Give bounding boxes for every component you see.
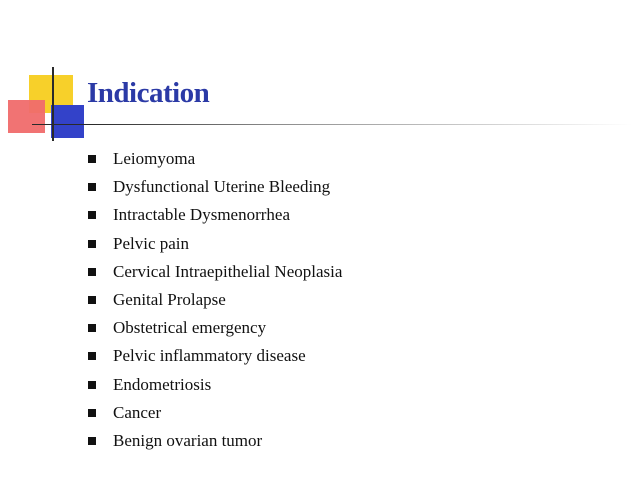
list-item <box>88 230 342 258</box>
square-bullet-icon <box>88 155 96 163</box>
list-item <box>88 427 342 455</box>
red-square-decoration <box>8 100 45 133</box>
square-bullet-icon <box>88 437 96 445</box>
list-item <box>88 286 342 314</box>
list-item-text: Genital Prolapse <box>113 290 226 310</box>
slide-title: Indication <box>87 77 210 109</box>
list-item-text: Intractable Dysmenorrhea <box>113 205 290 225</box>
list-item <box>88 399 342 427</box>
list-item-text: Leiomyoma <box>113 149 196 169</box>
square-bullet-icon <box>88 268 96 276</box>
list-item <box>88 314 342 342</box>
list-item <box>88 173 342 201</box>
list-item <box>88 145 342 173</box>
list-item-text: Dysfunctional Uterine Bleeding <box>113 177 331 197</box>
list-item <box>88 201 342 229</box>
list-item-text: Cancer <box>113 402 162 422</box>
square-bullet-icon <box>88 240 96 248</box>
list-item-text: Obstetrical emergency <box>113 318 267 338</box>
square-bullet-icon <box>88 183 96 191</box>
bullet-list <box>88 145 342 455</box>
list-item-text: Cervical Intraepithelial Neoplasia <box>113 261 343 281</box>
list-item <box>88 258 342 286</box>
square-bullet-icon <box>88 381 96 389</box>
square-bullet-icon <box>88 296 96 304</box>
list-item-text: Pelvic inflammatory disease <box>113 346 306 366</box>
square-bullet-icon <box>88 324 96 332</box>
decorative-logo <box>0 0 90 150</box>
blue-square-decoration <box>51 105 84 138</box>
square-bullet-icon <box>88 409 96 417</box>
list-item-text: Benign ovarian tumor <box>113 430 263 450</box>
list-item-text: Pelvic pain <box>113 233 190 253</box>
title-underline-rule <box>32 124 632 125</box>
square-bullet-icon <box>88 352 96 360</box>
list-item-text: Endometriosis <box>113 374 212 394</box>
square-bullet-icon <box>88 211 96 219</box>
list-item <box>88 342 342 370</box>
list-item <box>88 371 342 399</box>
vertical-rule <box>52 67 54 141</box>
